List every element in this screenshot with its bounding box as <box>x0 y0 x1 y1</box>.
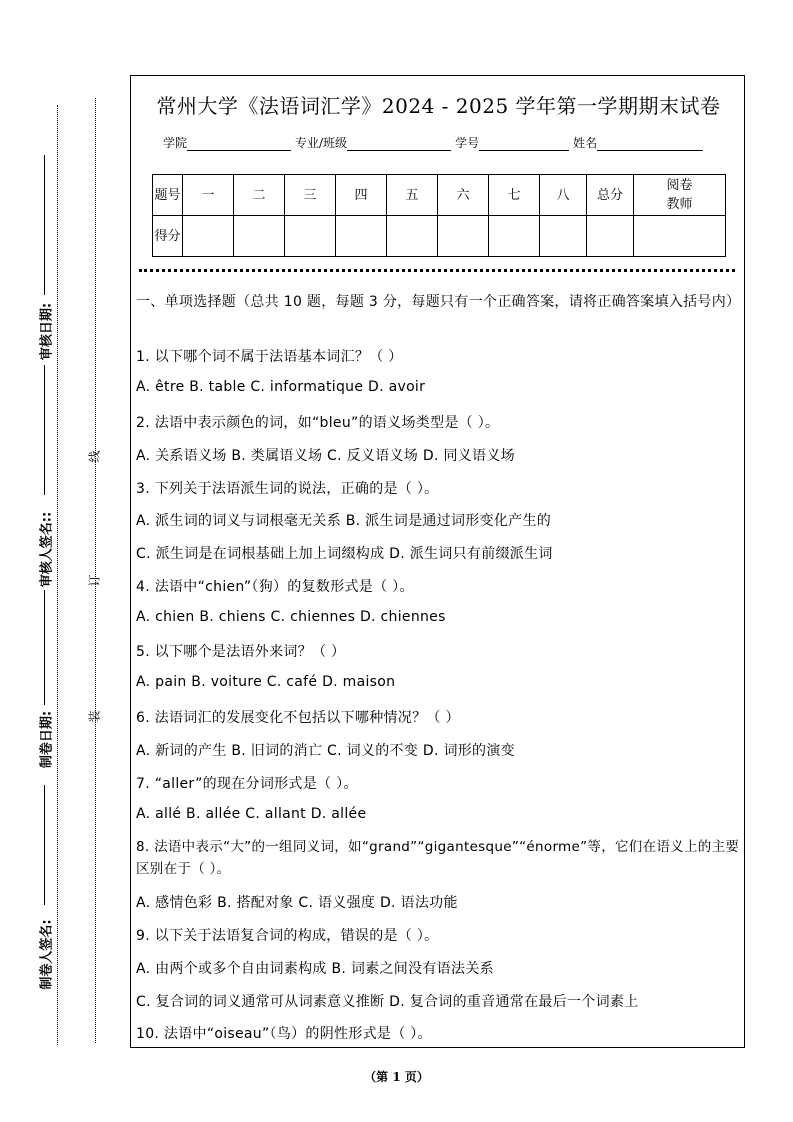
reviewer-signature-label: 审核人签名:: <box>39 511 55 588</box>
question-3: 3. 下列关于法语派生词的说法，正确的是（ ）。 <box>136 481 439 497</box>
name-field[interactable] <box>597 136 703 151</box>
score-cell[interactable] <box>540 216 587 257</box>
question-6: 6. 法语词汇的发展变化不包括以下哪种情况？（ ） <box>136 710 460 726</box>
student-info-row <box>163 134 703 151</box>
question-5: 5. 以下哪个是法语外来词？（ ） <box>136 644 346 660</box>
major-label: 专业/班级 <box>295 136 348 150</box>
question-10: 10. 法语中“oiseau”（鸟）的阴性形式是（ ）。 <box>136 1026 432 1042</box>
score-table-row-label: 题号 <box>153 175 183 216</box>
score-col-4: 四 <box>336 175 387 216</box>
reviewer-date-label: 审核日期: <box>39 302 55 361</box>
question-9-options-cd: C. 复合词的词义通常可从词素意义推断 D. 复合词的重音通常在最后一个词素上 <box>136 994 639 1010</box>
college-field[interactable] <box>187 136 291 151</box>
section-divider <box>139 269 735 272</box>
maker-signature-label: 制卷人签名: <box>39 919 55 990</box>
score-col-1: 一 <box>183 175 234 216</box>
binding-mark-bind: 订 <box>87 574 102 587</box>
major-field[interactable] <box>347 136 451 151</box>
question-4-options: A. chien B. chiens C. chiennes D. chiennes <box>136 609 446 625</box>
maker-signature-underline <box>44 785 45 905</box>
score-cell[interactable] <box>489 216 540 257</box>
section-title: 一、单项选择题（总共 10 题，每题 3 分，每题只有一个正确答案，请将正确答案填入括号内） <box>136 294 741 310</box>
reviewer-signature-underline <box>44 365 45 495</box>
question-1: 1. 以下哪个词不属于法语基本词汇？（ ） <box>136 349 403 365</box>
question-2-options: A. 关系语义场 B. 类属语义场 C. 反义语义场 D. 同义语义场 <box>136 448 515 464</box>
score-col-2: 二 <box>234 175 285 216</box>
score-table-score-label: 得分 <box>153 216 183 257</box>
score-col-3: 三 <box>285 175 336 216</box>
question-8-options: A. 感情色彩 B. 搭配对象 C. 语义强度 D. 语法功能 <box>136 895 458 911</box>
question-3-options-ab: A. 派生词的词义与词根毫无关系 B. 派生词是通过词形变化产生的 <box>136 513 552 529</box>
page-number: （第 1 页） <box>364 1070 429 1084</box>
question-1-options: A. être B. table C. informatique D. avoir <box>136 379 426 395</box>
question-7-options: A. allé B. allée C. allant D. allée <box>136 806 367 822</box>
maker-date-label: 制卷日期: <box>39 710 55 769</box>
exam-frame <box>130 75 745 1048</box>
score-cell[interactable] <box>183 216 234 257</box>
reviewer-date-underline <box>44 155 45 295</box>
question-4: 4. 法语中“chien”（狗）的复数形式是（ ）。 <box>136 579 414 595</box>
score-col-7: 七 <box>489 175 540 216</box>
score-table-header-row <box>153 175 726 216</box>
score-col-grader: 阅卷教师 <box>634 175 726 216</box>
question-8: 8. 法语中表示“大”的一组同义词，如“grand”“gigantesque”“énorme”等，它们在语义上的主要区别在于（ ）。 <box>136 839 740 877</box>
score-table-score-row <box>153 216 726 257</box>
score-cell[interactable] <box>336 216 387 257</box>
score-cell[interactable] <box>285 216 336 257</box>
question-2: 2. 法语中表示颜色的词，如“bleu”的语义场类型是（ ）。 <box>136 415 500 431</box>
binding-mark-seal: 装 <box>87 710 102 723</box>
score-cell[interactable] <box>234 216 285 257</box>
exam-title: 常州大学《法语词汇学》2024 - 2025 学年第一学期期末试卷 <box>156 94 721 118</box>
question-5-options: A. pain B. voiture C. café D. maison <box>136 674 396 690</box>
binding-dotted-line-left <box>57 105 58 1045</box>
question-3-options-cd: C. 派生词是在词根基础上加上词缀构成 D. 派生词只有前缀派生词 <box>136 546 553 562</box>
maker-date-underline <box>44 590 45 705</box>
score-cell[interactable] <box>587 216 634 257</box>
score-cell[interactable] <box>438 216 489 257</box>
score-cell[interactable] <box>387 216 438 257</box>
score-col-5: 五 <box>387 175 438 216</box>
name-label: 姓名 <box>573 136 598 150</box>
question-7: 7. “aller”的现在分词形式是（ ）。 <box>136 776 358 792</box>
college-label: 学院 <box>163 136 188 150</box>
student-id-field[interactable] <box>479 136 569 151</box>
score-col-8: 八 <box>540 175 587 216</box>
binding-dotted-line-right <box>95 98 96 1043</box>
binding-mark-line: 线 <box>87 450 102 463</box>
score-col-total: 总分 <box>587 175 634 216</box>
question-9: 9. 以下关于法语复合词的构成，错误的是（ ）。 <box>136 928 439 944</box>
question-9-options-ab: A. 由两个或多个自由词素构成 B. 词素之间没有语法关系 <box>136 961 494 977</box>
question-6-options: A. 新词的产生 B. 旧词的消亡 C. 词义的不变 D. 词形的演变 <box>136 743 515 759</box>
score-table <box>152 174 726 257</box>
score-col-6: 六 <box>438 175 489 216</box>
score-cell[interactable] <box>634 216 726 257</box>
student-id-label: 学号 <box>455 136 480 150</box>
